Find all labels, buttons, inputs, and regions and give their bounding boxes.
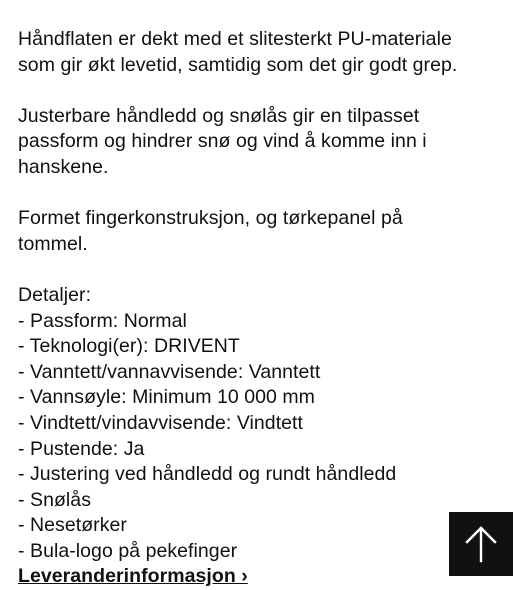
details-section <box>18 283 498 590</box>
scroll-to-top-button[interactable] <box>449 512 513 576</box>
description-paragraph-3 <box>18 206 498 257</box>
text-line: passform og hindrer snø og vind å komme inn i <box>18 130 427 153</box>
text-line: Håndflaten er dekt med et slitesterkt PU-materiale <box>18 28 452 50</box>
details-list <box>18 309 498 565</box>
product-description <box>18 27 498 590</box>
details-item-windproof: - Vindtett/vindavvisende: Vindtett <box>18 411 303 434</box>
description-paragraph-2 <box>18 104 498 181</box>
text-line: Formet fingerkonstruksjon, og tørkepanel på <box>18 207 403 230</box>
delivery-info-link[interactable]: Leveranderinformasjon › <box>18 565 248 588</box>
description-paragraph-1 <box>18 27 498 78</box>
details-item-adjustment: - Justering ved håndledd og rundt håndledd <box>18 463 397 486</box>
details-item-waterproof: - Vanntett/vannavvisende: Vanntett <box>18 360 321 383</box>
text-line: tommel. <box>18 232 88 255</box>
text-line: Justerbare håndledd og snølås gir en tilpasset <box>18 104 420 127</box>
details-item-nose-wiper: - Nesetørker <box>18 514 127 537</box>
arrow-up-icon <box>464 525 498 563</box>
text-line: som gir økt levetid, samtidig som det gir godt grep. <box>18 53 458 76</box>
text-line: hanskene. <box>18 155 109 178</box>
details-item-breathable: - Pustende: Ja <box>18 437 145 460</box>
details-item-logo: - Bula-logo på pekefinger <box>18 539 238 562</box>
details-item-water-column: - Vannsøyle: Minimum 10 000 mm <box>18 386 315 409</box>
details-heading: Detaljer: <box>18 283 92 306</box>
details-item-technology: - Teknologi(er): DRIVENT <box>18 335 240 358</box>
details-item-snow-lock: - Snølås <box>18 488 92 511</box>
details-item-fit: - Passform: Normal <box>18 309 187 332</box>
